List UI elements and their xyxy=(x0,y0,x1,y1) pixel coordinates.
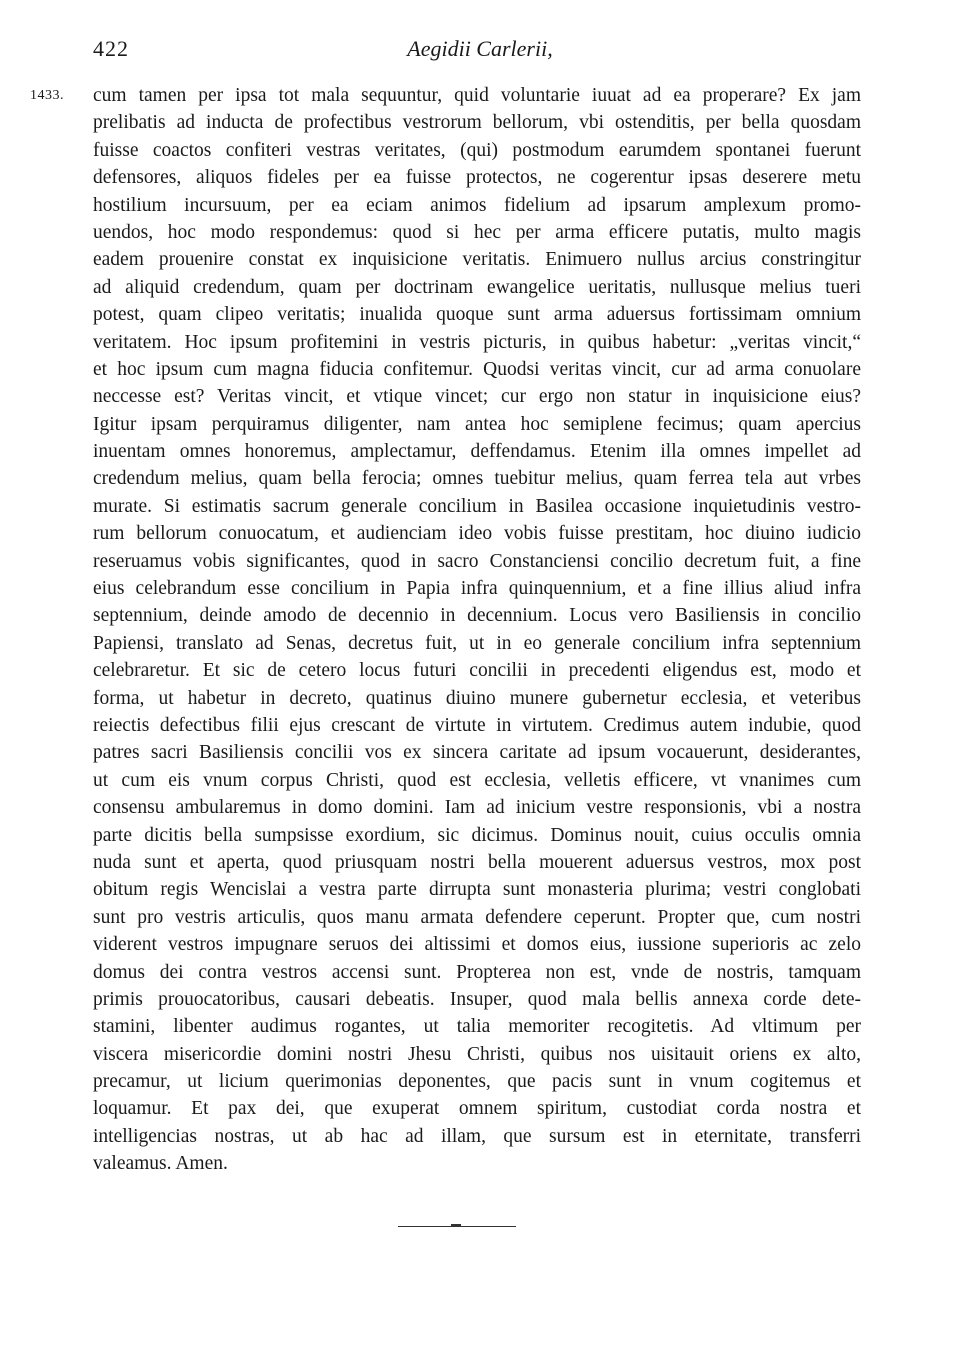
text-line: parte dicitis bella sumpsisse exordium, sic dicimus. Dominus nouit, cuius occulis omnia xyxy=(93,824,861,846)
text-line: celebraretur. Et sic de cetero locus futuri concilii in precedenti eligendus est, modo et xyxy=(93,660,861,682)
text-line: forma, ut habetur in decreto, quatinus diuino munere gubernetur ecclesia, et veteribus xyxy=(93,687,861,709)
text-line: intelligencias nostras, ut ab hac ad illam, que sursum est in eternitate, transferri xyxy=(93,1125,861,1147)
text-line: hostilium incursuum, per ea eciam animos fidelium ad ipsarum amplexum promo- xyxy=(93,194,861,216)
text-line: neccesse est? Veritas vincit, et vtique vincet; cur ergo non statur in inquisicione eius? xyxy=(93,386,861,408)
body-text xyxy=(93,82,861,1178)
text-line: reseruamus vobis significantes, quod in sacro Constanciensi concilio decretum fuit, a fine xyxy=(93,550,861,572)
text-line: septennium, deinde amodo de decennio in decennium. Locus vero Basiliensis in concilio xyxy=(93,605,861,627)
running-title: Aegidii Carlerii, xyxy=(407,36,553,61)
text-line: potest, quam clipeo veritatis; inualida quoque sunt arma aduersus fortissimam omnium xyxy=(93,304,861,326)
text-line: loquamur. Et pax dei, que exuperat omnem spiritum, custodiat corda nostra et xyxy=(93,1098,861,1120)
text-line: prelibatis ad inducta de profectibus vestrorum bellorum, vbi ostenditis, per bella quosdam xyxy=(93,112,861,134)
text-line: ad aliquid credendum, quam per doctrinam ewangelice ueritatis, nullusque melius tueri xyxy=(93,276,861,298)
text-line: inuentam omnes honoremus, amplectamur, deffendamus. Etenim illa omnes impellet ad xyxy=(93,441,861,463)
text-line: cum tamen per ipsa tot mala sequuntur, quid voluntarie iuuat ad ea properare? Ex jam xyxy=(93,85,861,106)
text-line: defensores, aliquos fideles per ea fuisse protectos, ne cogerentur ipsas deserere metu xyxy=(93,167,861,189)
text-line: domus dei contra vestros accensi sunt. Propterea non est, vnde de nostris, tamquam xyxy=(93,961,861,983)
text-line: et hoc ipsum cum magna fiducia confitemur. Quodsi veritas vincit, cur ad arma conuolare xyxy=(93,358,861,380)
section-end-rule-ornament xyxy=(451,1224,461,1227)
text-line: precamur, ut licium querimonias deponentes, que pacis sunt in vnum cogitemus et xyxy=(93,1071,861,1093)
text-line: viderent vestros impugnare seruos dei altissimi et domos eius, iussione superioris ac zelo xyxy=(93,934,861,956)
text-line-final: valeamus. Amen. xyxy=(93,1153,228,1175)
text-line: Papiensi, translato ad Senas, decretus fuit, ut in eo generale concilium infra septennium xyxy=(93,632,861,654)
text-line: Igitur ipsam perquiramus diligenter, nam antea hoc semiplene fecimus; quam apercius xyxy=(93,413,861,435)
text-line: viscera misericordie domini nostri Jhesu Christi, quibus nos uisitauit oriens ex alto, xyxy=(93,1043,861,1065)
text-line: murate. Si estimatis sacrum generale concilium in Basilea occasione inquietudinis vestro- xyxy=(93,495,861,517)
text-line: stamini, libenter audimus rogantes, ut talia memoriter recogitetis. Ad vltimum per xyxy=(93,1016,861,1038)
page-number: 422 xyxy=(93,36,129,61)
text-line: fuisse coactos confiteri vestras veritates, (qui) postmodum earumdem spontanei fuerunt xyxy=(93,139,861,161)
text-line: ut cum eis vnum corpus Christi, quod est ecclesia, velletis efficere, vt vnanimes cum xyxy=(93,769,861,791)
text-line: rum bellorum conuocatum, et audienciam ideo vobis fuisse prestitam, hoc diuino iudicio xyxy=(93,523,861,545)
text-line: consensu ambularemus in domo domini. Iam ad inicium vestre responsionis, vbi a nostra xyxy=(93,797,861,819)
text-line: obitum regis Wencislai a vestra parte dirrupta sunt monasteria plurima; vestri conglobati xyxy=(93,879,861,901)
margin-year-note: 1433. xyxy=(30,88,64,103)
text-line: uendos, hoc modo respondemus: quod si hec per arma efficere putatis, multo magis xyxy=(93,221,861,243)
text-line: nuda sunt et aperta, quod priusquam nostri bella mouerent aduersus vestros, mox post xyxy=(93,851,861,873)
text-line: eadem prouenire constat ex inquisicione veritatis. Enimuero nullus arcius constringitur xyxy=(93,249,861,271)
text-line: credendum melius, quam bella ferocia; omnes tuebitur melius, quam ferrea tela aut vrbes xyxy=(93,468,861,490)
text-line: eius celebrandum esse concilium in Papia infra quinquennium, et a fine illius aliud infra xyxy=(93,578,861,600)
text-line: primis prouocatoribus, causari debeatis. Insuper, quod mala bellis annexa corde dete- xyxy=(93,988,861,1010)
text-line: patres sacri Basiliensis concilii vos ex sincera caritate ad ipsum vocauerunt, desiderantes, xyxy=(93,742,861,764)
text-line: reiectis defectibus filii ejus crescant de virtute in virtutem. Credimus autem indubie, quod xyxy=(93,714,861,736)
text-line: sunt pro vestris articulis, quos manu armata defendere ceperunt. Propter que, cum nostri xyxy=(93,906,861,928)
text-line: veritatem. Hoc ipsum profitemini in vestris picturis, in quibus habetur: „veritas vincit,“ xyxy=(93,331,861,353)
